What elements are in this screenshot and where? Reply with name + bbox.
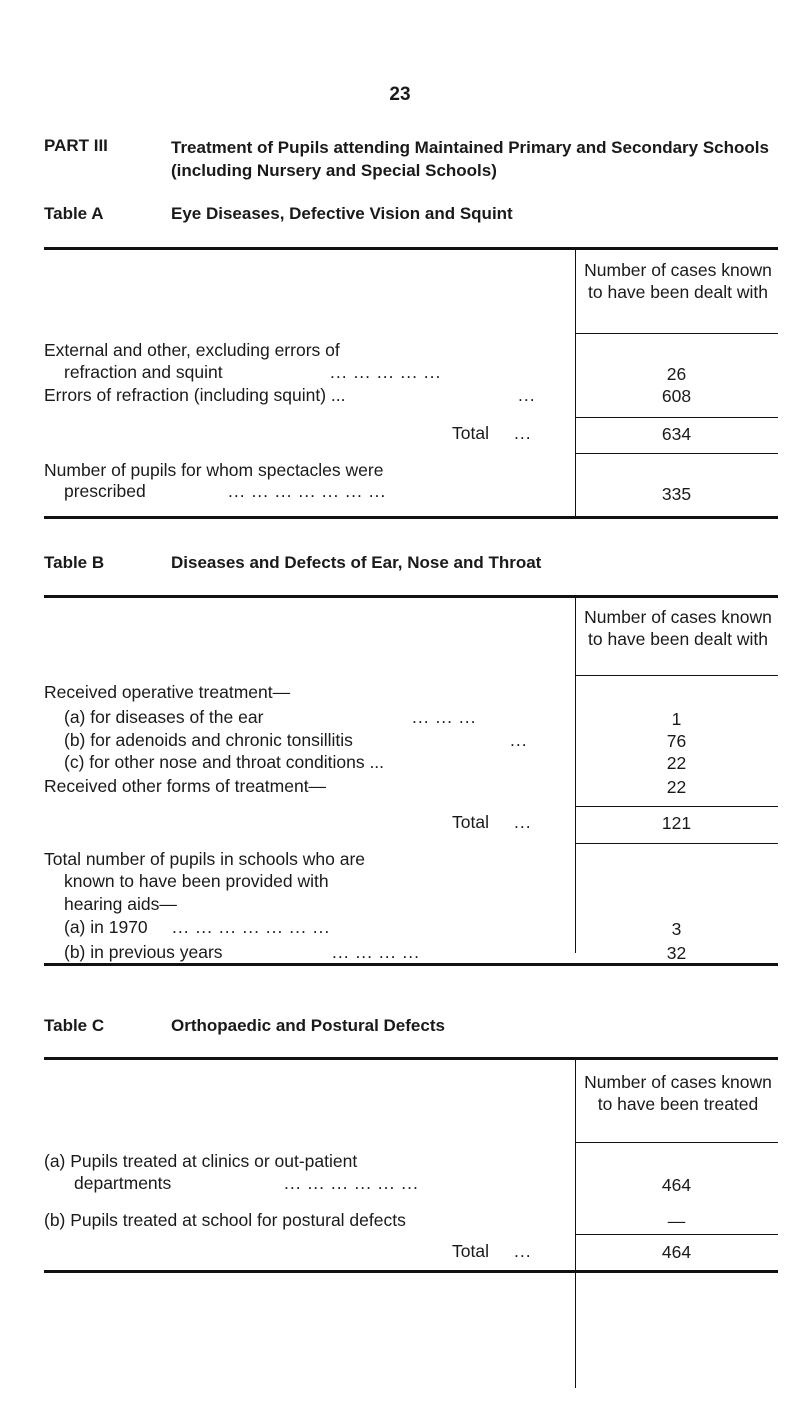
table-b-label: Table B [44, 553, 105, 572]
table-b-row-3-leader: ... [510, 730, 528, 750]
table-b-total-rule [575, 806, 778, 807]
table-b-row-7-line-1: Total number of pupils in schools who are [44, 849, 366, 869]
table-b-top-rule [44, 595, 778, 598]
table-a-bottom-rule [44, 516, 778, 519]
table-b-title: Diseases and Defects of Ear, Nose and Throat [171, 553, 542, 572]
table-a-top-rule [44, 247, 778, 250]
table-c-row-2-value: — [667, 1211, 686, 1231]
table-c-header-rule [575, 1142, 778, 1143]
table-a-row-1-value: 26 [666, 364, 687, 384]
table-c-row-2-label: (b) Pupils treated at school for postural defects [44, 1210, 406, 1230]
table-c-column-header: Number of cases known to have been treated [584, 1072, 772, 1114]
table-b-row-8-label: (a) in 1970 [64, 917, 148, 937]
table-a-total-rule [575, 417, 778, 418]
table-b-hearing-rule [575, 843, 778, 844]
table-a-row-4-leader: ... ... ... ... ... ... ... [228, 481, 387, 501]
table-b-total-label: Total [452, 812, 489, 832]
table-c-row-1-line-1: (a) Pupils treated at clinics or out-patient [44, 1151, 358, 1171]
table-c-row-1-leader: ... ... ... ... ... ... [284, 1173, 419, 1193]
table-c-label: Table C [44, 1016, 105, 1035]
table-c-title: Orthopaedic and Postural Defects [171, 1016, 445, 1035]
table-b-column-header: Number of cases known to have been dealt with [584, 607, 772, 649]
table-b-row-9-label: (b) in previous years [64, 942, 223, 962]
table-b-row-5-value: 22 [666, 777, 687, 797]
table-c-row-1-value: 464 [661, 1175, 692, 1195]
table-b-column-divider [575, 598, 576, 953]
table-b-row-1-label: Received operative treatment— [44, 682, 291, 702]
table-b-row-9-leader: ... ... ... ... [332, 942, 420, 962]
table-b-row-3-label: (b) for adenoids and chronic tonsillitis [64, 730, 353, 750]
table-c-top-rule [44, 1057, 778, 1060]
table-a-row-4-line-1: Number of pupils for whom spectacles were [44, 460, 384, 480]
table-b-row-4-label: (c) for other nose and throat conditions ... [64, 752, 385, 772]
table-c-total-value: 464 [661, 1242, 692, 1262]
table-a-total-value: 634 [661, 424, 692, 444]
table-b-row-3-value: 76 [666, 731, 687, 751]
page-number: 23 [389, 84, 411, 105]
table-a-row-1-line-2: refraction and squint [64, 362, 223, 382]
table-a-row-2-leader: ... [518, 385, 536, 405]
part-title: Treatment of Pupils attending Maintained Primary and Secondary Schools (including Nursery and Special Schools) [171, 138, 769, 180]
table-a-spectacles-rule [575, 453, 778, 454]
table-b-total-value: 121 [661, 813, 692, 833]
table-c-total-label: Total [452, 1241, 489, 1261]
table-b-total-leader: ... [514, 812, 532, 832]
table-b-row-2-value: 1 [671, 709, 682, 729]
part-label: PART III [44, 136, 108, 155]
table-b-bottom-rule [44, 963, 778, 966]
table-c-bottom-rule [44, 1270, 778, 1273]
table-a-header-rule [575, 333, 778, 334]
table-b-row-9-value: 32 [666, 943, 687, 963]
table-a-total-label: Total [452, 423, 489, 443]
table-a-row-2-value: 608 [661, 386, 692, 406]
table-a-row-4-value: 335 [661, 484, 692, 504]
table-a-row-1-line-1: External and other, excluding errors of [44, 340, 340, 360]
table-a-title: Eye Diseases, Defective Vision and Squint [171, 204, 513, 223]
table-a-row-2-label: Errors of refraction (including squint) ... [44, 385, 346, 405]
table-a-label: Table A [44, 204, 104, 223]
table-a-total-leader: ... [514, 423, 532, 443]
table-c-total-leader: ... [514, 1241, 532, 1261]
table-b-header-rule [575, 675, 778, 676]
table-b-row-7-line-3: hearing aids— [64, 894, 177, 914]
table-a-row-4-line-2: prescribed [64, 481, 146, 501]
table-b-row-2-leader: ... ... ... [412, 707, 477, 727]
table-a-row-1-leader: ... ... ... ... ... [330, 362, 442, 382]
table-b-row-2-label: (a) for diseases of the ear [64, 707, 264, 727]
table-c-total-rule [575, 1234, 778, 1235]
table-a-column-header: Number of cases known to have been dealt with [584, 260, 772, 302]
table-b-row-4-value: 22 [666, 753, 687, 773]
table-b-row-7-line-2: known to have been provided with [64, 871, 329, 891]
table-b-row-8-leader: ... ... ... ... ... ... ... [172, 917, 331, 937]
table-b-row-5-label: Received other forms of treatment— [44, 776, 327, 796]
table-b-row-8-value: 3 [671, 919, 682, 939]
table-c-row-1-line-2: departments [74, 1173, 172, 1193]
